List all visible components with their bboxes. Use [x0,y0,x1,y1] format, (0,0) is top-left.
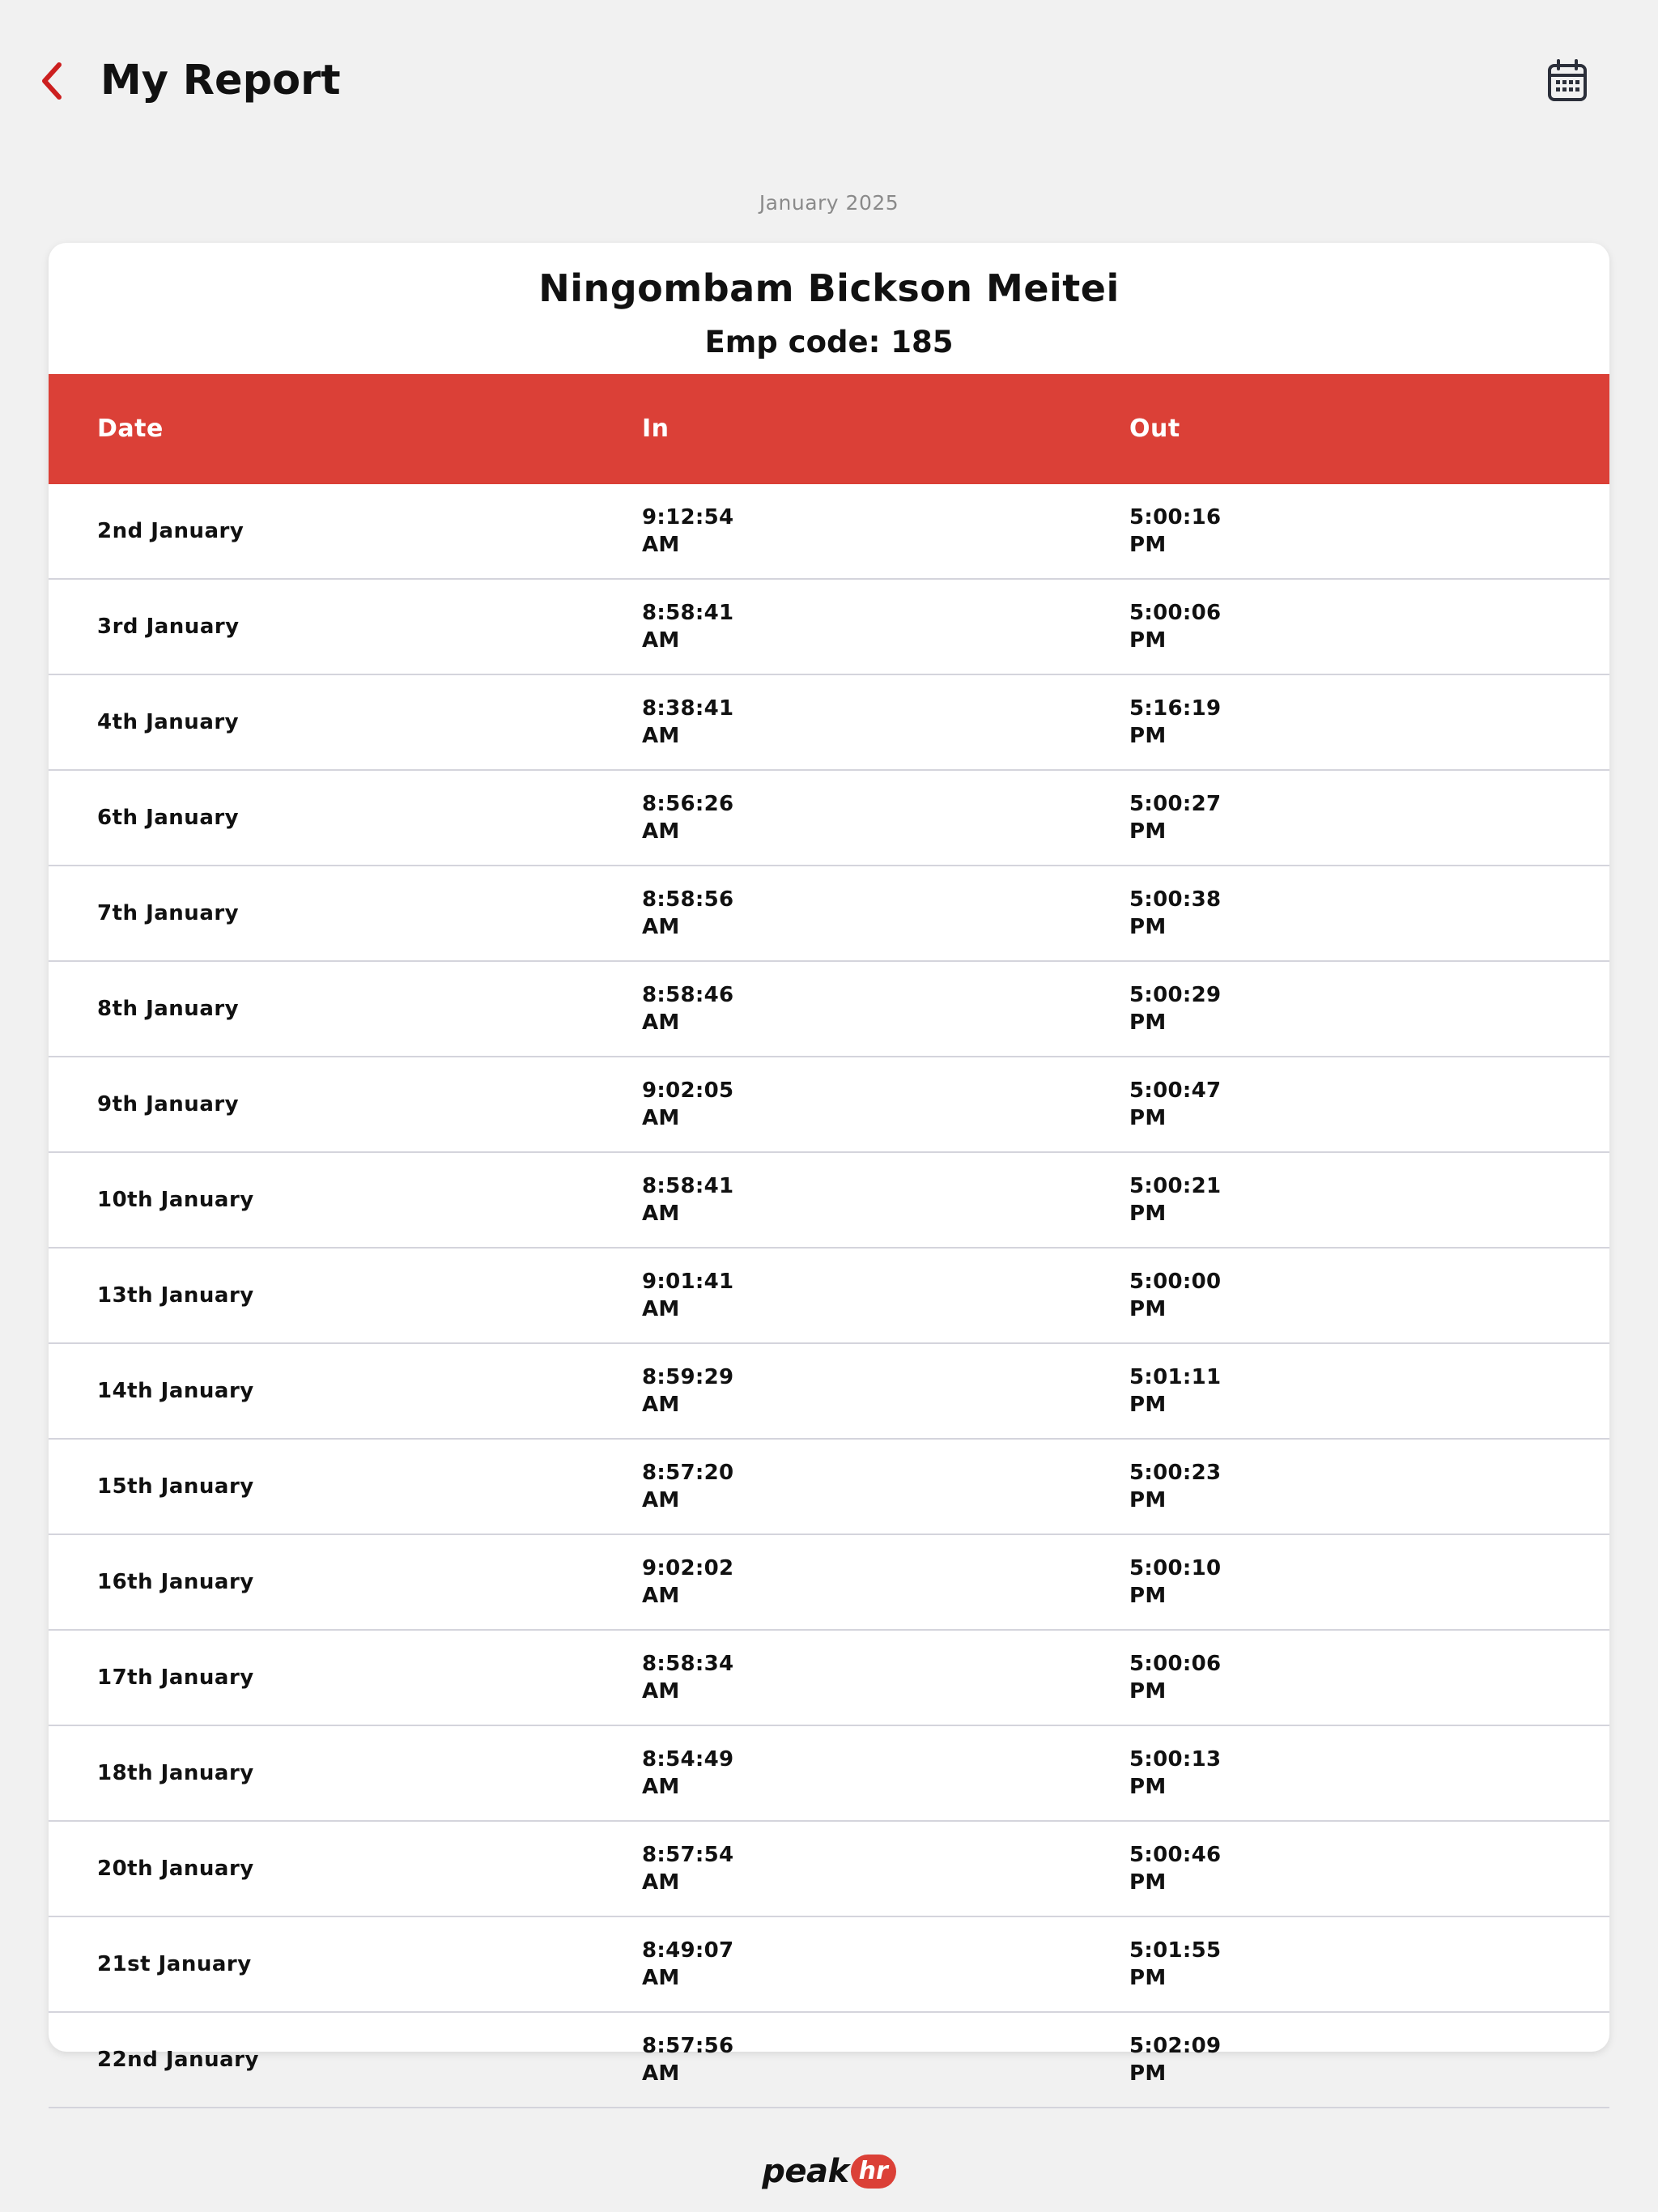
row-out-time [1129,1459,1221,1514]
in-time-value: 8:38:41 [642,696,734,721]
attendance-list[interactable] [49,484,1609,2086]
row-in-time [642,790,733,845]
peakhr-logo [0,2152,1658,2191]
table-row [49,962,1609,1057]
table-row [49,1917,1609,2013]
row-date: 3rd January [97,615,240,639]
row-in-time [642,1172,733,1227]
row-date: 14th January [97,1379,254,1403]
page-title: My Report [100,57,341,104]
row-in-time [642,1937,733,1992]
out-time-period: PM [1129,1202,1167,1226]
out-time-period: PM [1129,1679,1167,1704]
employee-code-label: Emp code: [704,325,881,359]
row-in-time [642,1459,733,1514]
row-out-time [1129,1363,1221,1419]
table-row [49,771,1609,866]
table-row [49,484,1609,580]
row-in-time [642,599,733,654]
out-time-value: 5:00:27 [1129,792,1222,816]
out-time-period: PM [1129,2061,1167,2086]
employee-name: Ningombam Bickson Meitei [538,266,1120,310]
in-time-period: AM [642,819,680,844]
in-time-period: AM [642,1393,680,1417]
row-date: 9th January [97,1092,240,1117]
in-time-value: 8:59:29 [642,1365,734,1389]
table-row [49,1822,1609,1917]
in-time-period: AM [642,1775,680,1799]
out-time-period: PM [1129,1106,1167,1130]
employee-code-value: 185 [891,325,954,359]
row-in-time [642,1363,733,1419]
row-out-time [1129,1937,1221,1992]
table-row [49,866,1609,962]
table-row [49,1440,1609,1535]
table-row [49,1057,1609,1153]
table-header [49,374,1609,484]
employee-code [49,322,1609,363]
in-time-value: 9:02:02 [642,1556,734,1580]
row-in-time [642,504,733,559]
out-time-value: 5:01:55 [1129,1938,1222,1963]
in-time-value: 9:12:54 [642,505,734,530]
in-time-period: AM [642,533,680,557]
out-time-value: 5:00:10 [1129,1556,1222,1580]
table-row [49,1153,1609,1249]
table-row [49,2013,1609,2108]
in-time-period: AM [642,1966,680,1990]
in-time-value: 8:57:20 [642,1461,734,1485]
in-time-value: 8:54:49 [642,1747,734,1772]
row-out-time [1129,790,1221,845]
in-time-value: 8:58:41 [642,601,734,625]
row-date: 20th January [97,1857,254,1881]
out-time-value: 5:00:46 [1129,1843,1222,1867]
out-time-period: PM [1129,1393,1167,1417]
out-time-period: PM [1129,1297,1167,1321]
out-time-value: 5:00:06 [1129,601,1222,625]
logo-word: peak [762,2153,849,2190]
row-out-time [1129,695,1221,750]
in-time-period: AM [642,628,680,653]
row-date: 2nd January [97,519,244,543]
row-in-time [642,695,733,750]
in-time-period: AM [642,724,680,748]
out-time-value: 5:00:21 [1129,1174,1222,1198]
in-time-period: AM [642,1202,680,1226]
in-time-period: AM [642,1584,680,1608]
row-out-time [1129,1841,1221,1896]
in-time-period: AM [642,2061,680,2086]
row-out-time [1129,981,1221,1036]
out-time-value: 5:00:23 [1129,1461,1222,1485]
row-in-time [642,1650,733,1705]
report-card [49,243,1609,2086]
in-time-value: 8:58:56 [642,887,734,912]
in-time-value: 8:58:46 [642,983,734,1007]
out-time-period: PM [1129,915,1167,939]
table-row [49,1535,1609,1631]
logo-badge: hr [851,2155,896,2189]
row-in-time [642,1841,733,1896]
table-row [49,1631,1609,1726]
out-time-period: PM [1129,533,1167,557]
out-time-value: 5:00:06 [1129,1652,1222,1676]
back-button[interactable] [29,55,74,107]
row-out-time [1129,599,1221,654]
in-time-period: AM [642,1488,680,1512]
out-time-period: PM [1129,1870,1167,1895]
row-date: 17th January [97,1665,254,1690]
row-out-time [1129,1172,1221,1227]
row-date: 10th January [97,1188,254,1212]
out-time-value: 5:00:38 [1129,887,1222,912]
out-time-period: PM [1129,819,1167,844]
row-out-time [1129,504,1221,559]
calendar-icon [1547,59,1588,103]
out-time-period: PM [1129,1488,1167,1512]
out-time-value: 5:00:13 [1129,1747,1222,1772]
in-time-period: AM [642,1297,680,1321]
in-time-value: 8:58:34 [642,1652,734,1676]
row-out-time [1129,1555,1221,1610]
row-date: 21st January [97,1952,252,1976]
out-time-period: PM [1129,1584,1167,1608]
row-in-time [642,1077,733,1132]
out-time-value: 5:00:16 [1129,505,1222,530]
in-time-value: 8:57:54 [642,1843,734,1867]
table-row [49,580,1609,675]
in-time-value: 8:58:41 [642,1174,734,1198]
out-time-period: PM [1129,1775,1167,1799]
row-date: 13th January [97,1283,254,1308]
row-date: 8th January [97,997,240,1021]
column-header-out: Out [1129,415,1180,443]
row-date: 4th January [97,710,240,734]
row-date: 6th January [97,806,240,830]
row-in-time [642,1555,733,1610]
in-time-period: AM [642,1106,680,1130]
in-time-period: AM [642,1870,680,1895]
row-in-time [642,1268,733,1323]
row-out-time [1129,2032,1221,2087]
row-in-time [642,2032,733,2087]
row-in-time [642,886,733,941]
row-date: 7th January [97,901,240,925]
in-time-value: 9:01:41 [642,1270,734,1294]
out-time-value: 5:02:09 [1129,2034,1222,2058]
in-time-period: AM [642,915,680,939]
out-time-value: 5:00:00 [1129,1270,1222,1294]
table-row [49,675,1609,771]
row-out-time [1129,1746,1221,1801]
table-row [49,1726,1609,1822]
month-label: January 2025 [759,191,899,215]
row-date: 22nd January [97,2048,259,2072]
in-time-period: AM [642,1679,680,1704]
out-time-value: 5:00:47 [1129,1078,1222,1103]
row-in-time [642,1746,733,1801]
calendar-button[interactable] [1541,55,1593,107]
in-time-value: 8:57:56 [642,2034,734,2058]
column-header-in: In [642,415,670,443]
row-out-time [1129,1268,1221,1323]
in-time-value: 8:56:26 [642,792,734,816]
row-out-time [1129,886,1221,941]
in-time-period: AM [642,1010,680,1035]
row-date: 15th January [97,1474,254,1499]
column-header-date: Date [97,415,164,443]
out-time-period: PM [1129,1010,1167,1035]
app-header [0,0,1658,162]
row-out-time [1129,1650,1221,1705]
row-date: 18th January [97,1761,254,1785]
row-in-time [642,981,733,1036]
out-time-period: PM [1129,628,1167,653]
out-time-value: 5:01:11 [1129,1365,1222,1389]
out-time-value: 5:00:29 [1129,983,1222,1007]
table-row [49,1344,1609,1440]
table-row [49,1249,1609,1344]
in-time-value: 8:49:07 [642,1938,734,1963]
row-out-time [1129,1077,1221,1132]
in-time-value: 9:02:05 [642,1078,734,1103]
chevron-left-icon [40,62,64,100]
out-time-period: PM [1129,1966,1167,1990]
out-time-value: 5:16:19 [1129,696,1222,721]
row-date: 16th January [97,1570,254,1594]
out-time-period: PM [1129,724,1167,748]
